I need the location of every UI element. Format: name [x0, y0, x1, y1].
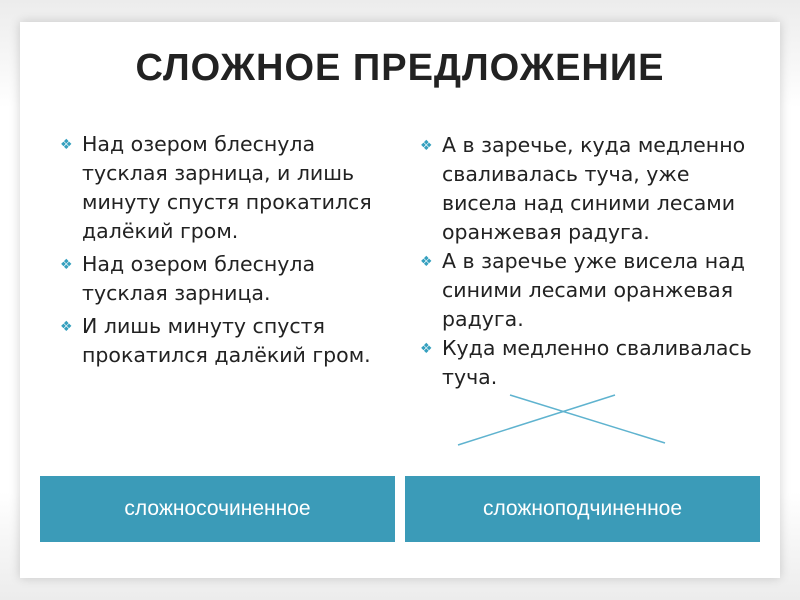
right-item-3-text: Куда медленно сваливалась туча.: [442, 336, 752, 389]
left-item-3: [60, 312, 380, 370]
right-item-2-text: А в заречье уже висела над синими лесами оранжевая радуга.: [442, 249, 745, 331]
right-item-1: [420, 131, 770, 247]
bullet-icon: ❖: [420, 254, 433, 270]
slide-title: СЛОЖНОЕ ПРЕДЛОЖЕНИЕ: [135, 47, 665, 89]
left-item-1-text: Над озером блеснула тусклая зарница, и лишь минуту спустя прокатился далёкий гром.: [82, 132, 372, 243]
complex-sentence-button[interactable]: сложноподчиненное: [405, 476, 760, 542]
bullet-icon: ❖: [60, 137, 73, 153]
right-item-2: [420, 247, 770, 334]
bullet-icon: ❖: [60, 319, 73, 335]
bullet-icon: ❖: [60, 257, 73, 273]
left-item-2: [60, 250, 380, 308]
bullet-icon: ❖: [420, 138, 433, 154]
strike-cross-icon: [450, 385, 680, 450]
bullet-icon: ❖: [420, 341, 433, 357]
left-item-1: [60, 130, 380, 246]
left-column: [60, 130, 380, 374]
right-item-1-text: А в заречье, куда медленно сваливалась туча, уже висела над синими лесами оранжевая радуга.: [442, 133, 746, 244]
compound-sentence-button[interactable]: сложносочиненное: [40, 476, 395, 542]
right-item-3: [420, 334, 770, 392]
right-column: [420, 131, 770, 392]
left-item-3-text: И лишь минуту спустя прокатился далёкий гром.: [82, 314, 371, 367]
left-item-2-text: Над озером блеснула тусклая зарница.: [82, 252, 316, 305]
cross-line-2: [510, 395, 665, 443]
